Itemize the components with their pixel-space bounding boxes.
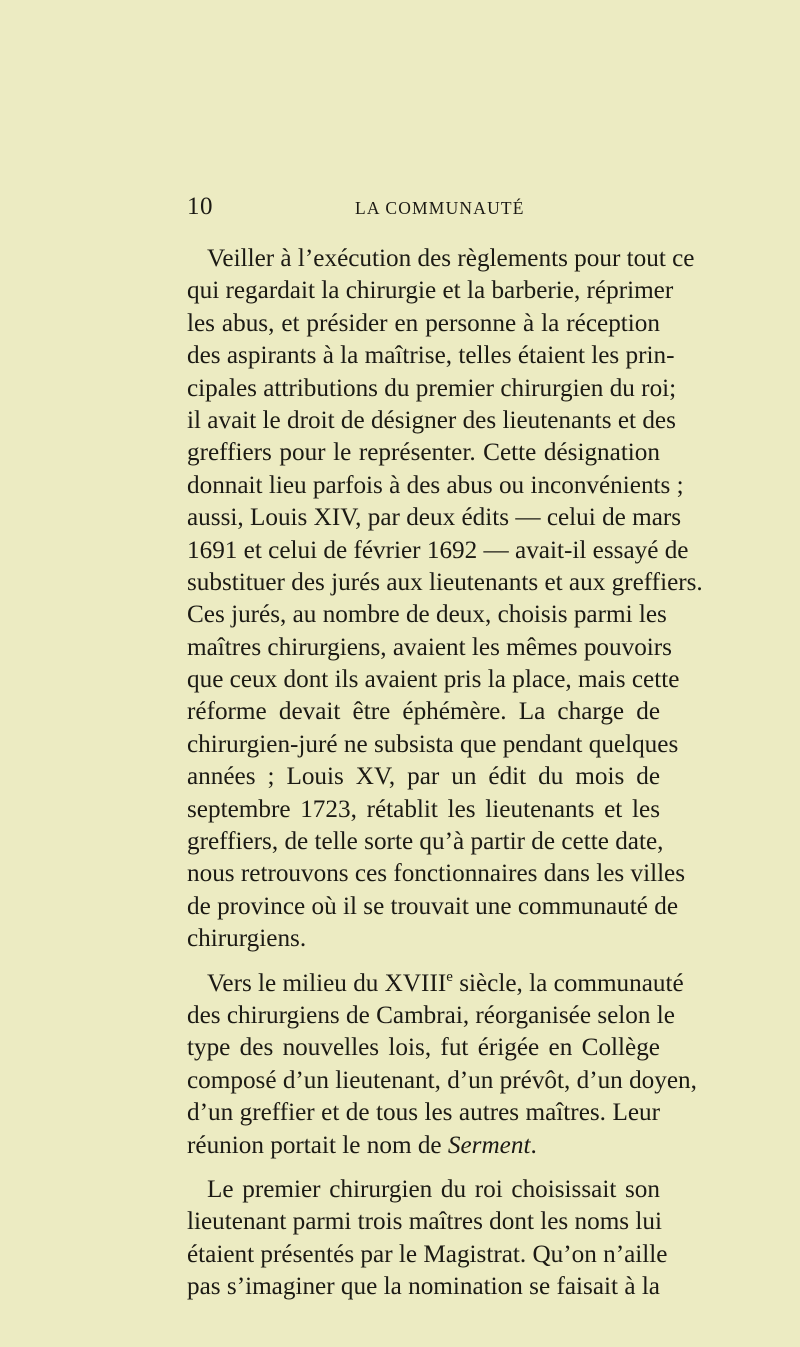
page-header [187, 193, 660, 221]
text-line: chirurgiens. [187, 925, 307, 953]
text-line: réforme devait être éphémère. La charge de [187, 698, 660, 726]
text-line: étaient présentés par le Magistrat. Qu’on n’aille [187, 1240, 668, 1268]
text-line: septembre 1723, rétablit les lieutenants et les [187, 795, 660, 823]
paragraph-2 [187, 968, 697, 1162]
text-line: substituer des jurés aux lieutenants et aux greffiers. [187, 568, 703, 596]
text-line: de province où il se trouvait une communauté de [187, 892, 679, 920]
text-line: qui regardait la chirurgie et la barberie, réprimer [187, 277, 674, 305]
text-line: aussi, Louis XIV, par deux édits — celui de mars [187, 504, 682, 532]
text-line: des chirurgiens de Cambrai, réorganisée selon le [187, 1001, 675, 1029]
page-number: 10 [187, 193, 213, 220]
text-line: Ces jurés, au nombre de deux, choisis parmi les [187, 601, 667, 629]
text-line: 1691 et celui de février 1692 — avait-il essayé de [187, 536, 689, 564]
text-line: que ceux dont ils avaient pris la place, mais cette [187, 666, 680, 694]
text-line: d’un greffier et de tous les autres maîtres. Leur [187, 1099, 660, 1127]
superscript: e [446, 968, 453, 985]
text-line: greffiers pour le représenter. Cette désignation [187, 439, 660, 467]
paragraph-3 [187, 1174, 668, 1304]
text-line: pas s’imaginer que la nomination se faisait à la [187, 1273, 660, 1301]
text-line: il avait le droit de désigner des lieutenants et des [187, 406, 676, 434]
text-line: lieutenant parmi trois maîtres dont les noms lui [187, 1208, 662, 1236]
text-fragment: siècle, la communauté [452, 969, 684, 997]
text-line: les abus, et présider en personne à la réception [187, 309, 660, 337]
text-line: maîtres chirurgiens, avaient les mêmes pouvoirs [187, 633, 672, 661]
emphasized-term: Serment [447, 1131, 531, 1159]
text-line: composé d’un lieutenant, d’un prévôt, d’un doyen, [187, 1066, 697, 1094]
text-fragment: réunion portait le nom de [187, 1131, 448, 1159]
text-line: cipales attributions du premier chirurgien du roi; [187, 374, 677, 402]
text-line: donnait lieu parfois à des abus ou inconvénients ; [187, 471, 684, 499]
text-line: type des nouvelles lois, fut érigée en Collège [187, 1034, 660, 1062]
text-line: années ; Louis XV, par un édit du mois de [187, 763, 660, 791]
text-fragment: . [530, 1131, 537, 1159]
text-line: greffiers, de telle sorte qu’à partir de cette date, [187, 828, 664, 856]
text-line: des aspirants à la maîtrise, telles étaient les prin- [187, 342, 675, 370]
text-line: Veiller à l’exécution des règlements pour tout ce [207, 245, 695, 272]
text-fragment: Vers le milieu du XVIII [207, 969, 447, 997]
text-line: nous retrouvons ces fonctionnaires dans les villes [187, 860, 686, 888]
paragraph-1 [187, 243, 703, 956]
body-text [187, 243, 703, 1304]
text-line: Le premier chirurgien du roi choisissait son [207, 1175, 660, 1203]
running-title: LA COMMUNAUTÉ [355, 198, 525, 218]
text-line [187, 1130, 660, 1162]
text-line: chirurgien-juré ne subsista que pendant quelques [187, 730, 679, 758]
text-line [187, 968, 684, 1000]
